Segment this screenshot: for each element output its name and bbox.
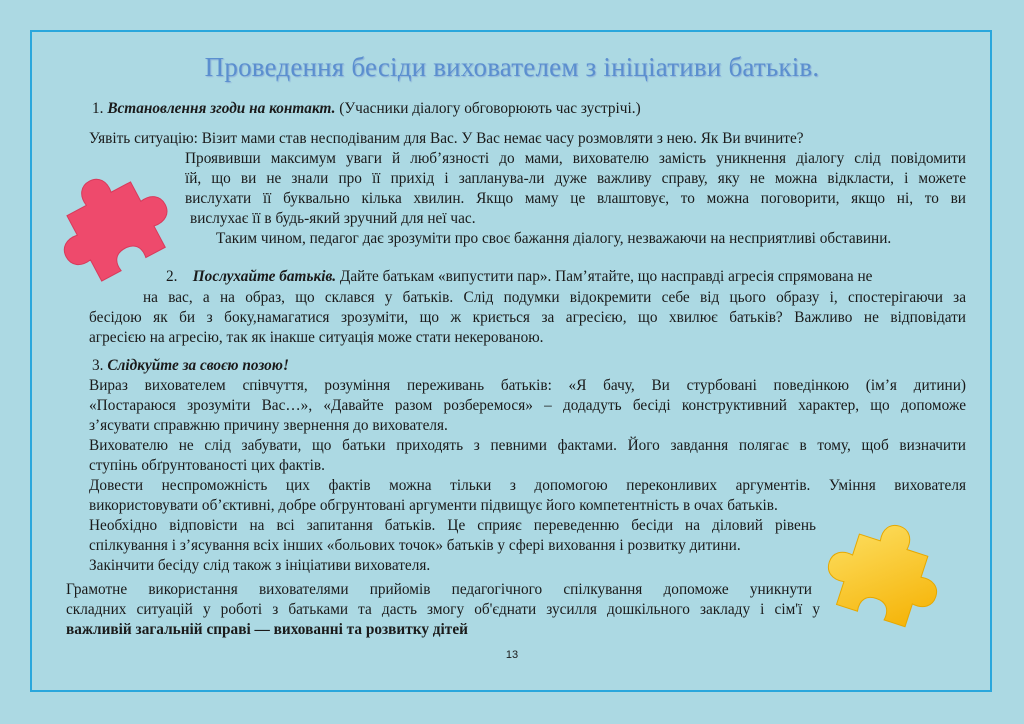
section-1-heading-line: [92, 99, 641, 119]
section-3-line-6: Довести неспроможність цих фактів можна тільки з допомогою переконливих аргументів. Уміння вихователя: [89, 477, 966, 494]
section-3-line-7: використовувати об’єктивні, добре обгрунтовані аргументи підвищує його компетентність в очах батьків.: [89, 497, 778, 514]
section-3-line-10: Закінчити бесіду слід також з ініціативи вихователя.: [89, 557, 431, 574]
section-3-line-4: Вихователю не слід забувати, що батьки приходять з певними фактами. Його завдання полягає в тому, щоб визначити: [89, 437, 966, 454]
section-1-note: (Учасники діалогу обговорюють час зустрічі.): [335, 100, 641, 117]
page-title: Проведення бесіди вихователем з ініціативи батьків.: [204, 52, 820, 82]
section-2-line-2: на вас, а на образ, що склався у батьків. Слід подумки відокремити себе від цього образу і, спостерігаючи за: [143, 289, 966, 306]
section-2-number: 2.: [166, 268, 178, 285]
pink-puzzle-piece-icon: [48, 158, 184, 296]
section-3-line-1: Вираз вихователем співчуття, розуміння переживань батьків: «Я бачу, Ви стурбовані поведінкою (ім’я дитини): [89, 377, 966, 394]
section-1-number: 1.: [92, 100, 104, 117]
conclusion-line-1: Грамотне використання вихователями прийомів педагогічного спілкування допоможе уникнути: [66, 581, 812, 598]
section-2-heading-line: [166, 267, 966, 287]
section-1-line-3: їй, що ви не знали про її прихід і запланува-ли дуже важливу справу, яку не можна відкласти, і можете: [185, 170, 966, 187]
section-3-line-9: спілкування і з’ясування всіх інших «больових точок» батьків у сфері виховання і розвитку дитини.: [89, 537, 741, 554]
section-1-line-4: вислухати її буквально кілька хвилин. Якщо маму це влаштовує, то можна поговорити, якщо ні, то ви: [185, 190, 966, 207]
section-1-line-1: Уявіть ситуацію: Візит мами став несподіваним для Вас. У Вас немає часу розмовляти з нею. Як Ви вчините?: [89, 130, 804, 147]
section-2-line-4: агресією на агресію, так як інакше ситуація може стати некерованою.: [89, 329, 544, 346]
yellow-puzzle-piece-icon: [822, 512, 948, 638]
conclusion-line-2: складних ситуацій у роботі з батьками та дасть змогу об'єднати зусилля дошкільного закладу і сім'ї у: [66, 601, 820, 618]
section-3-line-8: Необхідно відповісти на всі запитання батьків. Це сприяє переведенню бесіди на діловий рівень: [89, 517, 816, 534]
section-3-heading: Слідкуйте за своєю позою!: [107, 357, 289, 374]
section-3-line-2: «Постараюся зрозуміти Вас…», «Давайте разом розберемося» – додадуть бесіді конструктивний характер, що допоможе: [89, 397, 966, 414]
section-1-line-6: Таким чином, педагог дає зрозуміти про своє бажання діалогу, незважаючи на несприятливі обставини.: [216, 230, 892, 247]
section-2-heading: Послухайте батьків.: [192, 268, 337, 285]
section-2-line-3: бесідою як би з боку,намагатися зрозуміти, що ж криється за агресією, що хвилює батьків? Важливо не відповідати: [89, 309, 966, 326]
section-1-line-2: Проявивши максимум уваги й люб’язності до мами, вихователю замість уникнення діалогу слід повідомити: [185, 150, 966, 167]
section-3-heading-line: [92, 356, 289, 376]
section-3-number: 3.: [92, 357, 104, 374]
section-3-line-5: ступінь обґрунтованості цих фактів.: [89, 457, 325, 474]
conclusion-line-3: важливій загальній справі — вихованні та розвитку дітей: [66, 621, 468, 638]
section-3-line-3: з’ясувати справжню причину звернення до вихователя.: [89, 417, 448, 434]
section-2-line-1: Дайте батькам «випустити пар». Пам’ятайте, що насправді агресія спрямована не: [336, 268, 873, 285]
section-1-heading: Встановлення згоди на контакт.: [107, 100, 336, 117]
section-1-line-5: вислухає її в будь-який зручний для неї час.: [190, 210, 476, 227]
page-number: 13: [505, 649, 519, 661]
